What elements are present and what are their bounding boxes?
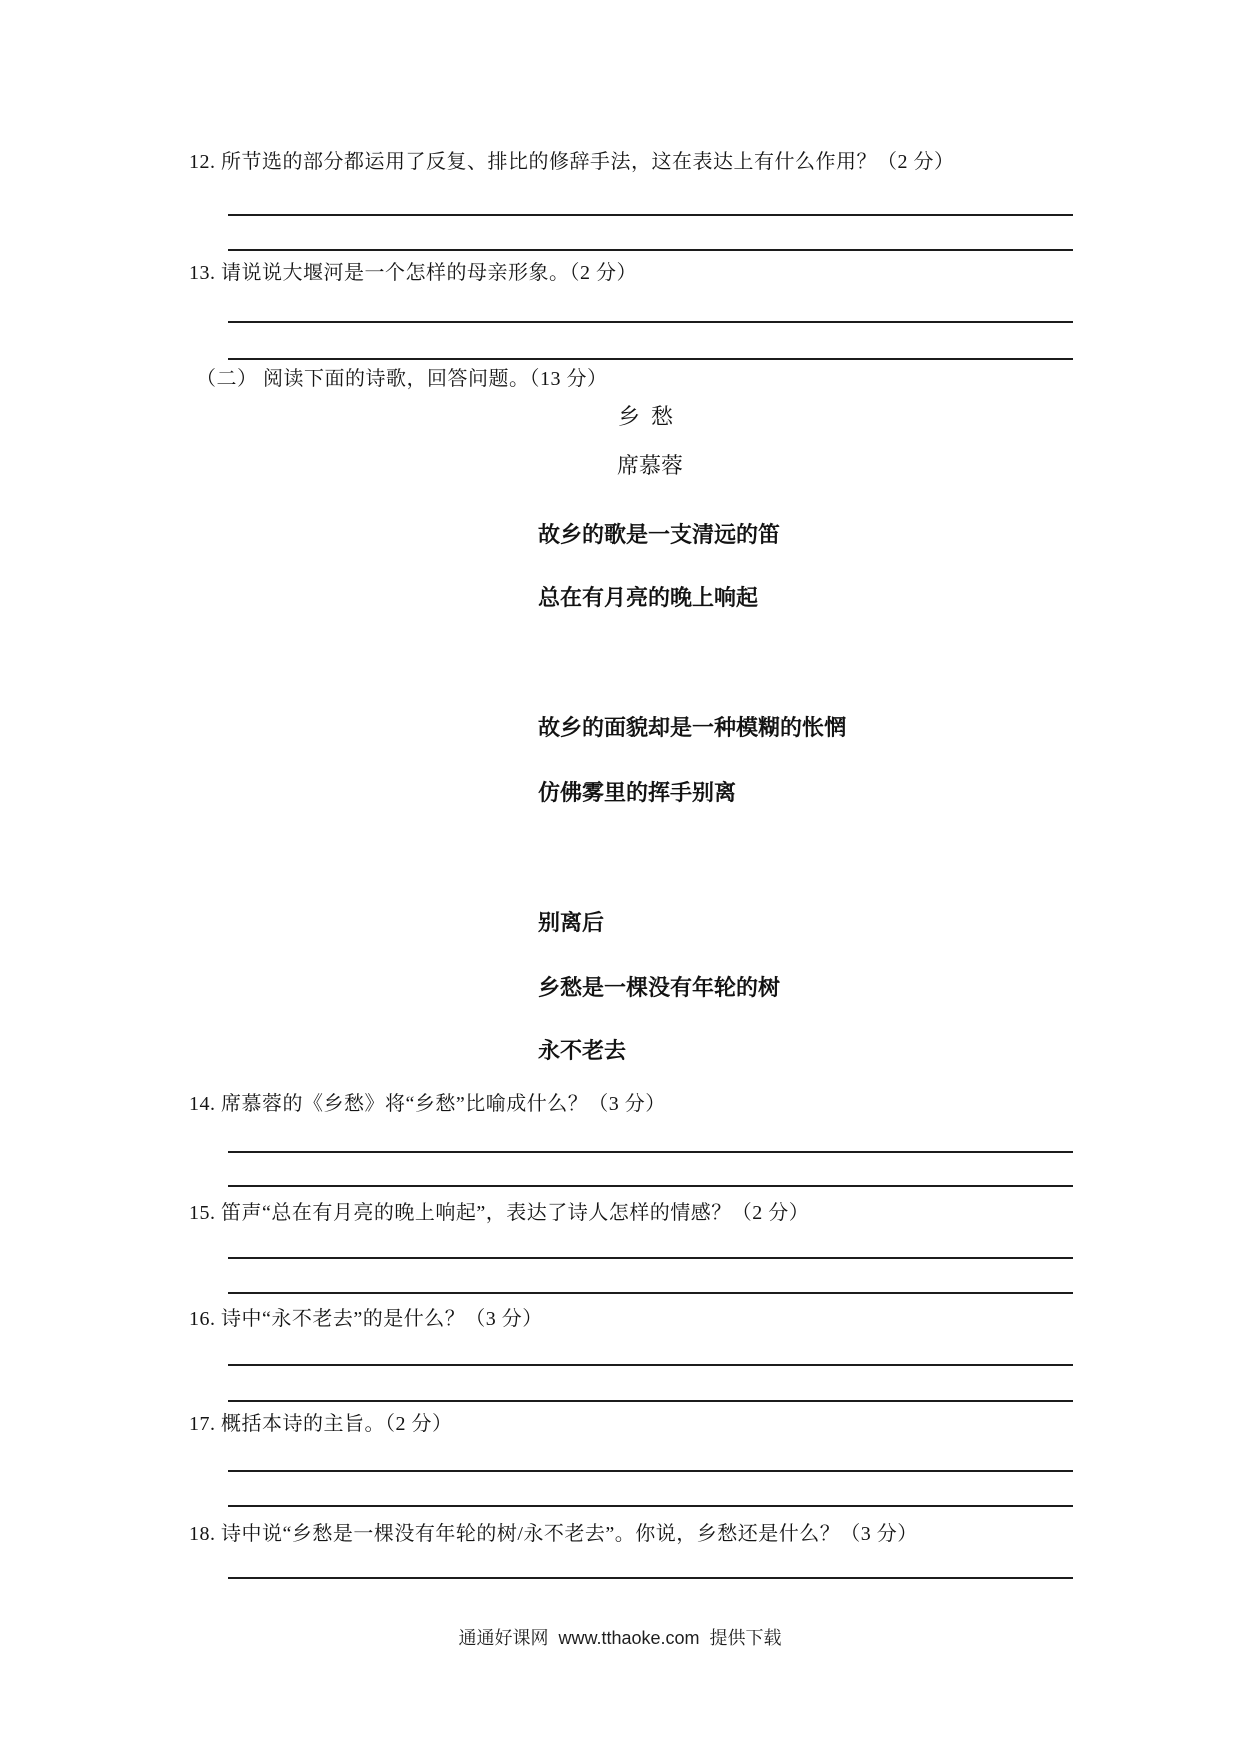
answer-line bbox=[228, 1292, 1073, 1294]
poem-line: 仿佛雾里的挥手别离 bbox=[538, 780, 737, 805]
poem-line: 别离后 bbox=[538, 910, 605, 935]
answer-line bbox=[228, 1257, 1073, 1259]
question-13: 13. 请说说大堰河是一个怎样的母亲形象。（2 分） bbox=[189, 262, 637, 284]
question-18: 18. 诗中说“乡愁是一棵没有年轮的树/永不老去”。你说，乡愁还是什么？（3 分） bbox=[189, 1523, 918, 1545]
question-17: 17. 概括本诗的主旨。（2 分） bbox=[189, 1413, 453, 1435]
footer-watermark: 通通好课网 www.tthaoke.com 提供下载 bbox=[458, 1628, 782, 1648]
answer-line bbox=[228, 1400, 1073, 1402]
question-14: 14. 席慕蓉的《乡愁》将“乡愁”比喻成什么？（3 分） bbox=[189, 1093, 666, 1115]
answer-line bbox=[228, 1505, 1073, 1507]
answer-line bbox=[228, 1364, 1073, 1366]
answer-line bbox=[228, 1151, 1073, 1153]
answer-line bbox=[228, 358, 1073, 360]
poem-author: 席慕蓉 bbox=[617, 453, 684, 478]
poem-line: 乡愁是一棵没有年轮的树 bbox=[538, 975, 781, 1000]
answer-line bbox=[228, 249, 1073, 251]
poem-line: 故乡的歌是一支清远的笛 bbox=[538, 522, 781, 547]
answer-line bbox=[228, 1185, 1073, 1187]
answer-line bbox=[228, 1577, 1073, 1579]
question-12: 12. 所节选的部分都运用了反复、排比的修辞手法，这在表达上有什么作用？（2 分） bbox=[189, 151, 955, 173]
answer-line bbox=[228, 214, 1073, 216]
poem-line: 永不老去 bbox=[538, 1038, 627, 1063]
section-header: （二） 阅读下面的诗歌，回答问题。（13 分） bbox=[196, 368, 608, 390]
answer-line bbox=[228, 1470, 1073, 1472]
answer-line bbox=[228, 321, 1073, 323]
question-16: 16. 诗中“永不老去”的是什么？（3 分） bbox=[189, 1308, 543, 1330]
question-15: 15. 笛声“总在有月亮的晚上响起”，表达了诗人怎样的情感？（2 分） bbox=[189, 1202, 810, 1224]
poem-title: 乡 愁 bbox=[618, 404, 674, 429]
poem-line: 故乡的面貌却是一种模糊的怅惘 bbox=[538, 715, 847, 740]
poem-line: 总在有月亮的晚上响起 bbox=[538, 585, 759, 610]
